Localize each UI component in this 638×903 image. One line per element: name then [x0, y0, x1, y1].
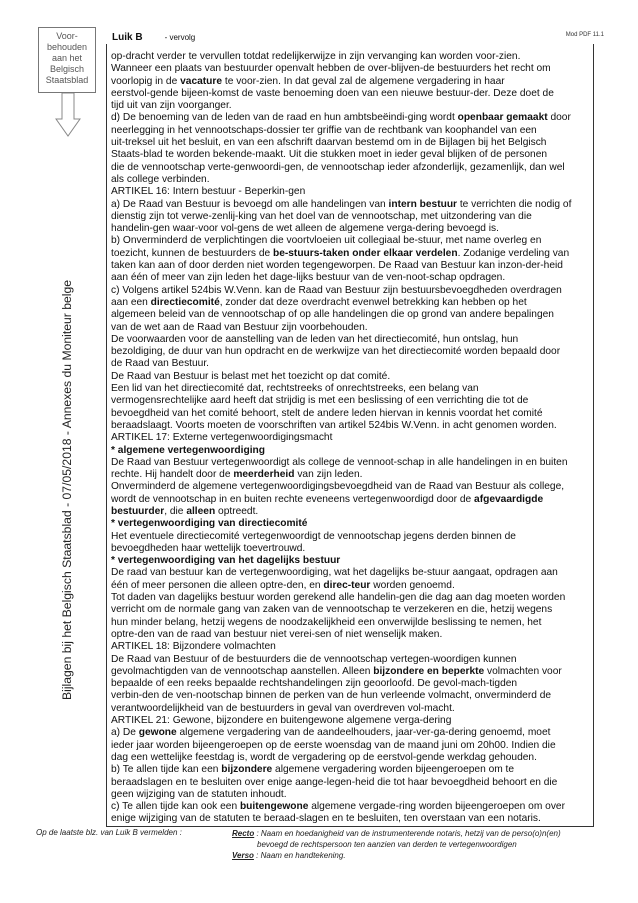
text-segment: b) Onverminderd de verplichtingen die voortvloeien uit collegiaal be-stuur, met name overleg en — [111, 235, 542, 247]
text-segment: a) De — [111, 727, 139, 739]
text-line — [111, 678, 590, 690]
bold-text-segment: buitengewone — [239, 801, 309, 813]
text-line — [111, 322, 590, 334]
publication-side-label: Bijlagen bij het Belgisch Staatsblad - 07/05/2018 - Annexes du Moniteur belge — [60, 279, 74, 700]
bold-text-segment: bijzondere en beperkte — [373, 665, 485, 677]
text-segment: verantwoordelijkheid van de bestuurders in geval van overdreven vol-macht. — [111, 702, 455, 714]
text-segment: handelin-gen waar-voor vol-gens de wet alleen de algemene verga-dering bevoegd is. — [111, 223, 499, 235]
text-line — [111, 199, 590, 211]
text-line — [111, 543, 590, 555]
text-line — [111, 248, 590, 260]
reserved-box — [38, 27, 96, 93]
text-line — [111, 76, 590, 88]
text-line — [111, 297, 590, 309]
text-line — [111, 690, 590, 702]
text-line — [111, 235, 590, 247]
text-segment: hun minder belang, hetzij wegens de noodzakelijkheid een onverwijlde beslissing te nemen, het — [111, 616, 542, 628]
text-segment: de Raad van Bestuur. — [111, 358, 209, 370]
verso-text: : Naam en handtekening. — [253, 851, 346, 860]
text-line — [111, 334, 590, 346]
bold-text-segment: intern bestuur — [388, 198, 458, 210]
text-line — [111, 469, 590, 481]
text-line — [111, 789, 590, 801]
section-cont-label: - vervolg — [164, 33, 196, 42]
text-line — [111, 666, 590, 678]
text-segment: De raad van bestuur kan de vertegenwoordiging, wat het dagelijks be-stuur aangaat, opdragen aan — [111, 567, 558, 579]
verso-label: Verso — [232, 851, 254, 860]
document-body — [111, 51, 590, 826]
text-line — [111, 285, 590, 297]
recto-text: : Naam en hoedanigheid van de instrumenterende notaris, hetzij van de perso(o)n(en) — [254, 829, 561, 838]
form-version-label: Mod PDF 11.1 — [565, 32, 604, 38]
text-segment: tijd uit van zijn voorganger. — [111, 100, 232, 112]
text-segment: vermogensrechtelijke aard heeft dat strijdig is met een beslissing of een verrichting die tot de — [111, 395, 529, 407]
text-line — [111, 752, 590, 764]
text-line — [111, 408, 590, 420]
text-segment: bepaalde of een reeks bepaalde rechtshandelingen zijn geoorloofd. De gevol-mach-tigden — [111, 678, 518, 690]
text-line — [111, 63, 590, 75]
text-segment: beraadslagen en te besluiten over enige aange-legen-heid die tot haar bevoegdheid behoort en die — [111, 776, 558, 788]
text-line — [111, 801, 590, 813]
bold-text-segment: * vertegenwoordiging van het dagelijks bestuur — [111, 555, 341, 567]
text-segment: worden genoemd. — [370, 579, 455, 591]
text-segment: Staats-blad te worden bekende-maakt. Uit die stukken moet in ieder geval blijken of de personen — [111, 149, 548, 161]
text-segment: verbin-den de ven-nootschap binnen de perken van de hun verleende volmacht, onverminderd de — [111, 690, 552, 702]
text-line — [111, 432, 590, 444]
down-arrow-icon — [55, 93, 81, 137]
text-line — [111, 309, 590, 321]
text-segment: te verrichten die nodig of — [457, 198, 572, 210]
reserved-box-line: behouden — [46, 42, 88, 52]
bold-text-segment: meerderheid — [233, 469, 295, 481]
text-line — [111, 641, 590, 653]
text-line — [111, 112, 590, 124]
text-line — [111, 88, 590, 100]
text-segment: die de vennootschap verte-genwoordi-gen, de vennootschap ieder afzonderlijk, gezamenlijk, dan wel — [111, 161, 565, 173]
text-line — [111, 457, 590, 469]
text-segment: te voor-zien. In dat geval zal de algemene vergadering in haar — [222, 75, 505, 87]
text-segment: a) De Raad van Bestuur is bevoegd om alle handelingen van — [111, 198, 389, 210]
text-segment: c) Volgens artikel 524bis W.Venn. kan de Raad van Bestuur zijn bestuursbevoegdheden overdragen — [111, 284, 562, 296]
text-line — [111, 125, 590, 137]
text-segment: door — [547, 112, 571, 124]
text-line — [111, 211, 590, 223]
text-line — [111, 580, 590, 592]
text-line — [111, 531, 590, 543]
text-segment: optre-den van de raad van bestuur niet verei-sen of niet wenselijk maken. — [111, 628, 443, 640]
text-segment: uit-treksel uit het besluit, en van een afschrift daarvan bestemd om in de Bijlagen bij het Belgisch — [111, 137, 547, 149]
bold-text-segment: gewone — [138, 727, 177, 739]
text-line — [111, 813, 590, 825]
bold-text-segment: * algemene vertegenwoordiging — [111, 444, 265, 456]
text-segment: De Raad van Bestuur vertegenwoordigt als college de vennoot-schap in alle handelingen in en buiten — [111, 456, 568, 468]
text-line — [111, 777, 590, 789]
text-line — [111, 272, 590, 284]
text-segment: eerstvol-gende bijeen-komst de vaste benoeming doen van een nieuwe bestuur-der. Deze doet de — [111, 87, 554, 99]
text-segment: De Raad van Bestuur is belast met het toezicht op dat comité. — [111, 370, 391, 382]
text-line — [111, 481, 590, 493]
text-segment: van de wet aan de Raad van Bestuur zijn voorbehouden. — [111, 321, 368, 333]
text-segment: verricht om de normale gang van zaken van de vennootschap te verzekeren en die, hetzij wegens — [111, 604, 553, 616]
text-line — [111, 223, 590, 235]
text-segment: d) De benoeming van de leden van de raad en hun ambtsbeëindi-ging wordt — [111, 112, 458, 124]
footer-instruction: Op de laatste blz. van Luik B vermelden : — [36, 828, 182, 837]
text-segment: volmachten voor — [484, 665, 562, 677]
text-segment: enige wijziging van de statuten te beraad-slagen en te besluiten, ten overstaan van een notaris. — [111, 813, 541, 825]
text-line — [111, 629, 590, 641]
text-line — [111, 420, 590, 432]
text-line — [111, 506, 590, 518]
text-line — [111, 764, 590, 776]
recto-continuation: bevoegd de rechtspersoon ten aanzien van derden te vertegenwoordigen — [257, 840, 517, 849]
text-segment: rechte. Hij handelt door de — [111, 469, 234, 481]
text-segment: als college verbinden. — [111, 173, 210, 185]
text-segment: Tot daden van dagelijks bestuur worden gerekend alle handelin-gen die dag aan dag moeten worden — [111, 592, 566, 604]
text-line — [111, 383, 590, 395]
text-line — [111, 567, 590, 579]
text-segment: van zijn leden. — [294, 469, 363, 481]
section-header — [112, 32, 195, 43]
footer-notes — [232, 828, 592, 861]
text-segment: ARTIKEL 21: Gewone, bijzondere en buitengewone algemene verga-dering — [111, 715, 452, 727]
text-segment: op-dracht verder te vervullen totdat redelijkerwijze in zijn vervanging kan worden voor-zien. — [111, 51, 521, 62]
text-line — [111, 494, 590, 506]
text-segment: ARTIKEL 18: Bijzondere volmachten — [111, 641, 276, 653]
text-segment: voorlopig in de — [111, 75, 181, 87]
text-line — [111, 346, 590, 358]
recto-label: Recto — [232, 829, 255, 838]
text-line — [111, 727, 590, 739]
reserved-box-line: Staatsblad — [45, 75, 89, 85]
text-segment: beraadslaagt. Voorts moeten de voorschriften van artikel 524bis W.Venn. in acht genomen worden. — [111, 419, 557, 431]
text-segment: toezicht, kunnen de bestuurders de — [111, 247, 273, 259]
text-line — [111, 518, 590, 530]
text-segment: aan één of meer van zijn leden het dage-lijks bestuur van de ven-noot-schap opdragen. — [111, 272, 506, 284]
text-segment: taken kan aan of door derden niet worden tegengeworpen. De Raad van Bestuur kan inzon-der-heid — [111, 260, 563, 272]
text-line — [111, 137, 590, 149]
text-segment: De voorwaarden voor de aanstelling van de leden van het directiecomité, hun ontslag, hun — [111, 333, 519, 345]
text-line — [111, 162, 590, 174]
text-segment: ieder jaar worden bijeengeroepen op de eerste woensdag van de maand juni om 20h00. Indien die — [111, 739, 556, 751]
text-line — [111, 174, 590, 186]
bold-text-segment: bijzondere — [221, 764, 273, 776]
text-segment: bevoegdheid van het comité behoort, stelt de andere leden hiervan in kennis voordat het comité — [111, 407, 543, 419]
text-line — [111, 740, 590, 752]
text-segment: optreedt. — [215, 505, 259, 517]
bold-text-segment: direc-teur — [323, 579, 371, 591]
bold-text-segment: afgevaardigde — [474, 493, 544, 505]
text-segment: neerlegging in het vennootschaps-dossier ter griffie van de rechtbank van koophandel van een — [111, 124, 537, 136]
reserved-box-line: Belgisch — [49, 64, 85, 74]
text-segment: dienstig zijn tot verwe-zenlij-king van het doel van de vennootschap, met uitzondering van die — [111, 210, 532, 222]
text-segment: algemene vergadering worden bijeengeroepen om te — [272, 764, 515, 776]
text-segment: één of meer personen die alleen optre-den, en — [111, 579, 324, 591]
text-line — [111, 654, 590, 666]
text-segment: bevoegdheden haar wettelijk toevertrouwd. — [111, 542, 306, 554]
bold-text-segment: * vertegenwoordiging van directiecomité — [111, 518, 308, 530]
text-line — [111, 260, 590, 272]
text-line — [111, 592, 590, 604]
bold-text-segment: directiecomité — [150, 296, 220, 308]
text-segment: Het eventuele directiecomité vertegenwoordigt de vennootschap jegens derden binnen de — [111, 530, 516, 542]
text-segment: geen wijziging van de statuten inhoudt. — [111, 788, 287, 800]
text-line — [111, 51, 590, 63]
text-line — [111, 395, 590, 407]
section-part-label: Luik B — [112, 32, 143, 43]
text-segment: . Zodanige verdeling van — [457, 247, 570, 259]
text-segment: gevolmachtigden van de vennootschap aanstellen. Alleen — [111, 665, 374, 677]
text-segment: algemene vergadering van de aandeelhouders, jaar-ver-ga-dering genoemd, moet — [176, 727, 551, 739]
text-line — [111, 445, 590, 457]
text-segment: wordt de vennootschap in en buiten rechte eveneens vertegenwoordigd door de — [111, 493, 475, 505]
text-segment: ARTIKEL 17: Externe vertegenwoordigingsmacht — [111, 432, 333, 444]
bold-text-segment: alleen — [186, 505, 216, 517]
bold-text-segment: openbaar gemaakt — [457, 112, 548, 124]
text-segment: ARTIKEL 16: Intern bestuur - Beperkin-gen — [111, 186, 306, 198]
text-segment: Wanneer een plaats van bestuurder openvalt hebben de over-blijven-de bestuurders het recht om — [111, 63, 551, 75]
text-line — [111, 100, 590, 112]
text-line — [111, 715, 590, 727]
text-segment: aan een — [111, 296, 151, 308]
bold-text-segment: bestuurder — [111, 505, 165, 517]
text-line — [111, 149, 590, 161]
text-line — [111, 186, 590, 198]
text-segment: De Raad van Bestuur of de bestuurders die de vennootschap vertegen-woordigen kunnen — [111, 653, 517, 665]
text-line — [111, 617, 590, 629]
reserved-box-line: Voor- — [56, 31, 78, 41]
text-line — [111, 358, 590, 370]
bold-text-segment: vacature — [180, 75, 223, 87]
text-segment: Een lid van het directiecomité dat, rechtstreeks of onrechtstreeks, een belang van — [111, 383, 479, 395]
text-line — [111, 703, 590, 715]
reserved-box-line: aan het — [51, 53, 83, 63]
text-segment: b) Te allen tijde kan een — [111, 764, 222, 776]
text-segment: bezoldiging, de duur van hun opdracht en de werkwijze van het directiecomité worden bepaald door — [111, 346, 561, 358]
text-segment: dag een wettelijke feestdag is, wordt de vergadering op de eerstvol-gende werkdag gehouden. — [111, 751, 537, 763]
text-segment: algemene vergade-ring worden bijeengeroepen om over — [308, 801, 565, 813]
text-segment: , die — [164, 505, 187, 517]
text-line — [111, 604, 590, 616]
text-segment: , zonder dat deze overdracht evenwel betrekking kan hebben op het — [219, 296, 527, 308]
text-segment: c) Te allen tijde kan ook een — [111, 801, 240, 813]
text-line — [111, 555, 590, 567]
bold-text-segment: be-stuurs-taken onder elkaar verdelen — [272, 247, 458, 259]
text-segment: algemeen beleid van de vennootschap of op alle handelingen die op grond van andere bepalingen — [111, 309, 554, 321]
text-line — [111, 371, 590, 383]
text-segment: Onverminderd de algemene vertegenwoordigingsbevoegdheid van de Raad van Bestuur als college, — [111, 481, 565, 493]
